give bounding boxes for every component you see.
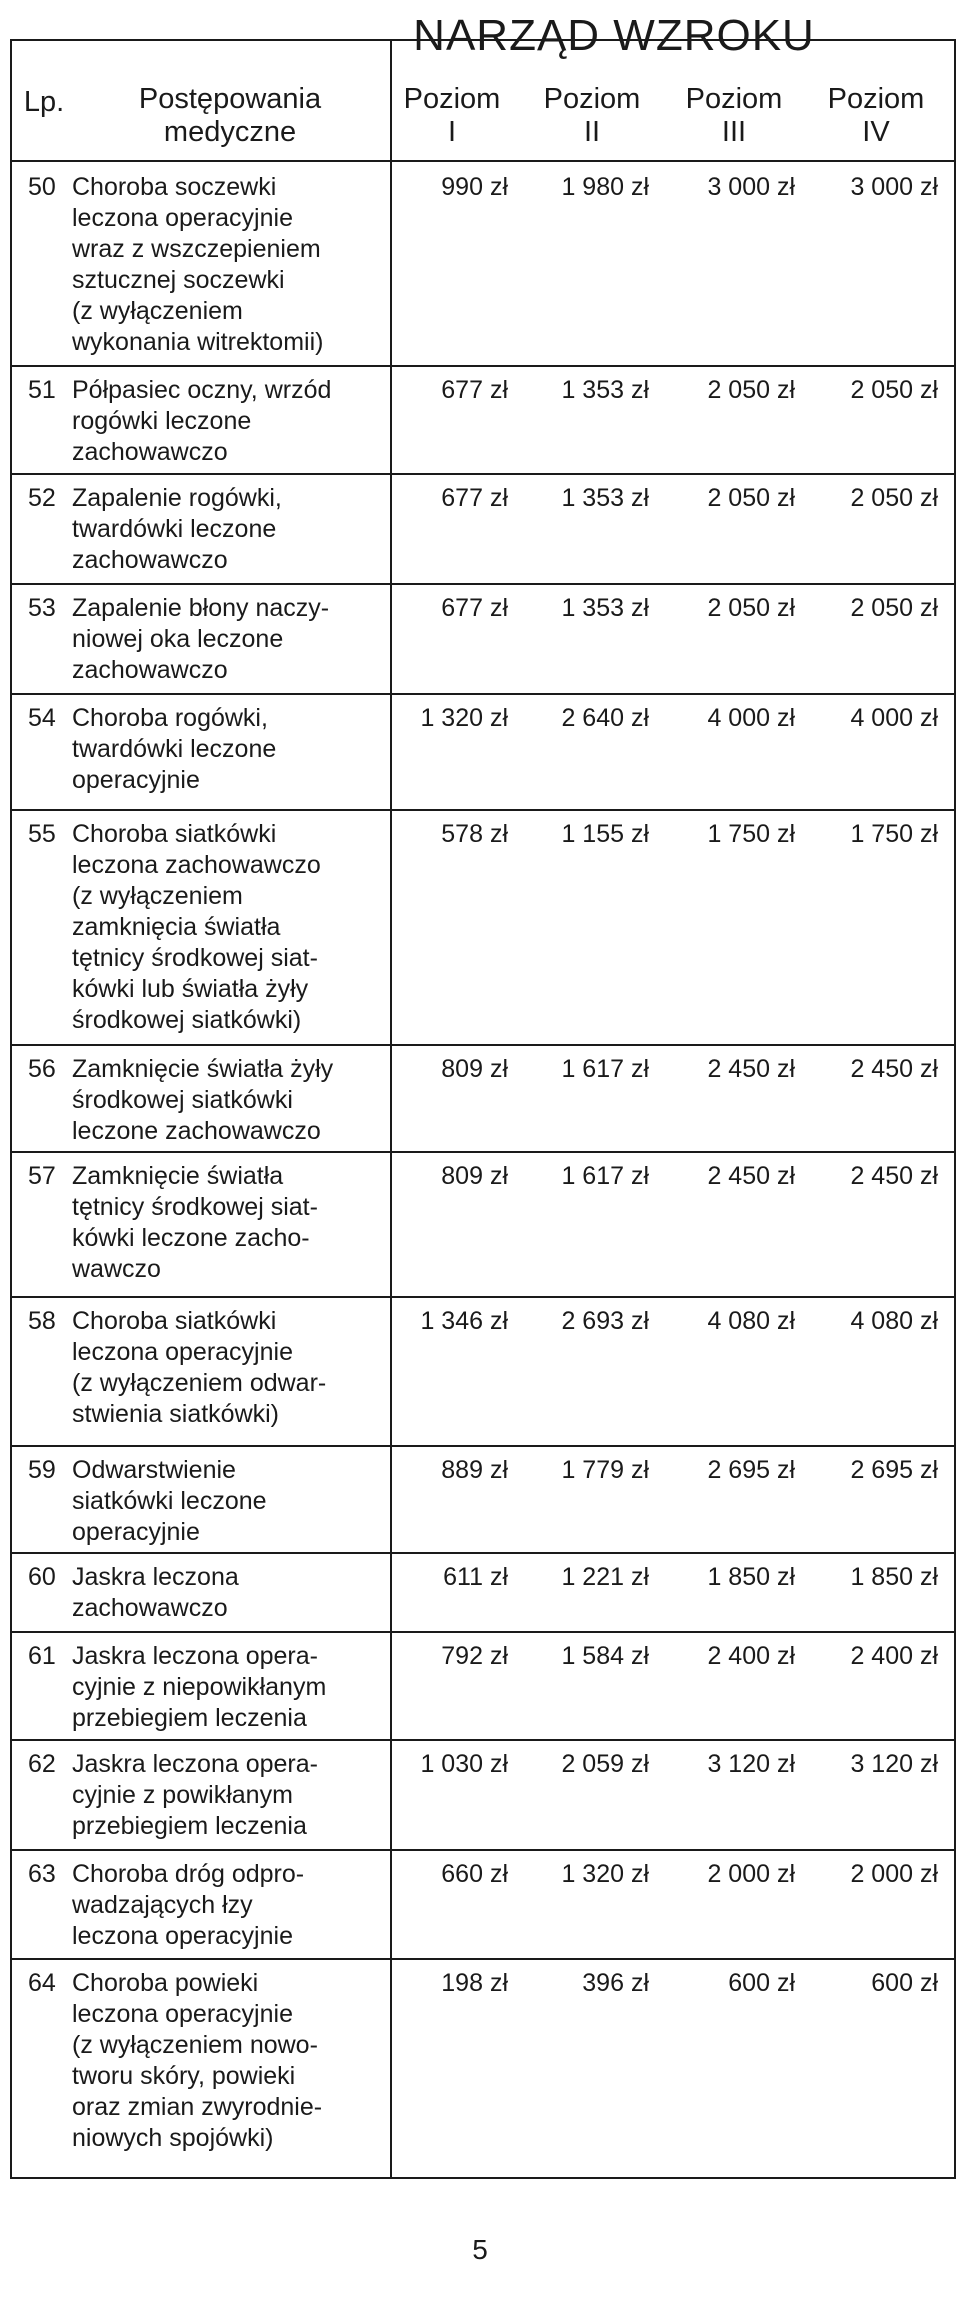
row-divider — [10, 1631, 956, 1633]
row-divider — [10, 809, 956, 811]
amount-level-3: 4 080 zł — [707, 1307, 795, 1335]
amount-level-1: 1 346 zł — [420, 1307, 508, 1335]
amount-level-1: 809 zł — [441, 1055, 508, 1083]
row-divider — [10, 1296, 956, 1298]
amount-level-1: 677 zł — [441, 594, 508, 622]
page-number: 5 — [472, 2234, 488, 2265]
amount-level-3: 4 000 zł — [707, 704, 795, 732]
amount-level-3: 2 400 zł — [707, 1642, 795, 1670]
amount-level-3: 3 120 zł — [707, 1750, 795, 1778]
amount-level-4: 1 850 zł — [850, 1563, 938, 1591]
amount-level-2: 1 221 zł — [561, 1563, 649, 1591]
amount-level-1: 198 zł — [441, 1969, 508, 1997]
procedure-description: Choroba siatkówki leczona zachowawczo (z wyłączeniem zamknięcia światła tętnicy środkowej siat- kówki lub światła żyły środkowej siatkówki) — [72, 820, 321, 1034]
procedure-description: Jaskra leczona zachowawczo — [72, 1563, 239, 1622]
header-level-1: Poziom I — [403, 83, 501, 148]
amount-level-4: 3 000 zł — [850, 173, 938, 201]
row-divider — [10, 473, 956, 475]
procedure-description: Odwarstwienie siatkówki leczone operacyjnie — [72, 1456, 267, 1546]
row-divider — [10, 1849, 956, 1851]
amount-level-2: 396 zł — [582, 1969, 649, 1997]
amount-level-4: 2 050 zł — [850, 376, 938, 404]
amount-level-4: 2 400 zł — [850, 1642, 938, 1670]
amount-level-2: 2 693 zł — [561, 1307, 649, 1335]
row-divider — [10, 1552, 956, 1554]
amount-level-2: 1 353 zł — [561, 484, 649, 512]
row-number: 50 — [28, 173, 56, 201]
procedure-description: Choroba soczewki leczona operacyjnie wraz z wszczepieniem sztucznej soczewki (z wyłączeniem wykonania witrektomii) — [72, 173, 324, 356]
procedure-description: Choroba dróg odpro- wadzających łzy leczona operacyjnie — [72, 1860, 305, 1950]
row-divider — [10, 1445, 956, 1447]
amount-level-4: 2 000 zł — [850, 1860, 938, 1888]
procedure-description: Jaskra leczona opera- cyjnie z powikłanym przebiegiem leczenia — [72, 1750, 318, 1840]
amount-level-2: 1 353 zł — [561, 594, 649, 622]
amount-level-4: 2 450 zł — [850, 1055, 938, 1083]
amount-level-2: 2 059 zł — [561, 1750, 649, 1778]
row-divider — [10, 1739, 956, 1741]
amount-level-2: 1 353 zł — [561, 376, 649, 404]
amount-level-4: 3 120 zł — [850, 1750, 938, 1778]
header-level-4: Poziom IV — [827, 83, 925, 148]
row-number: 55 — [28, 820, 56, 848]
procedure-description: Jaskra leczona opera- cyjnie z niepowikłanym przebiegiem leczenia — [72, 1642, 327, 1732]
amount-level-4: 4 000 zł — [850, 704, 938, 732]
amount-level-3: 600 zł — [728, 1969, 795, 1997]
header-lp: Lp. — [23, 86, 65, 118]
amount-level-1: 578 zł — [441, 820, 508, 848]
header-level-3: Poziom III — [685, 83, 783, 148]
row-number: 53 — [28, 594, 56, 622]
amount-level-4: 2 450 zł — [850, 1162, 938, 1190]
procedure-description: Choroba powieki leczona operacyjnie (z wyłączeniem nowo- tworu skóry, powieki oraz zmian zwyrodnie- niowych spojówki) — [72, 1969, 323, 2152]
header-level-2: Poziom II — [543, 83, 641, 148]
row-number: 51 — [28, 376, 56, 404]
amount-level-2: 1 779 zł — [561, 1456, 649, 1484]
amount-level-3: 1 850 zł — [707, 1563, 795, 1591]
amount-level-2: 1 584 zł — [561, 1642, 649, 1670]
row-divider — [10, 1044, 956, 1046]
page-title: NARZĄD WZROKU — [413, 11, 815, 60]
amount-level-4: 2 695 zł — [850, 1456, 938, 1484]
amount-level-3: 3 000 zł — [707, 173, 795, 201]
amount-level-3: 2 450 zł — [707, 1162, 795, 1190]
amount-level-2: 1 617 zł — [561, 1055, 649, 1083]
row-number: 61 — [28, 1642, 56, 1670]
header-procedures: Postępowania medyczne — [138, 83, 322, 148]
amount-level-3: 2 050 zł — [707, 484, 795, 512]
amount-level-3: 2 450 zł — [707, 1055, 795, 1083]
amount-level-3: 2 050 zł — [707, 594, 795, 622]
amount-level-1: 990 zł — [441, 173, 508, 201]
row-number: 54 — [28, 704, 56, 732]
row-number: 64 — [28, 1969, 56, 1997]
row-divider — [10, 1958, 956, 1960]
amount-level-1: 1 030 zł — [420, 1750, 508, 1778]
row-number: 57 — [28, 1162, 56, 1190]
amount-level-2: 1 320 zł — [561, 1860, 649, 1888]
header-divider — [10, 160, 956, 162]
row-number: 63 — [28, 1860, 56, 1888]
amount-level-4: 2 050 zł — [850, 594, 938, 622]
row-divider — [10, 583, 956, 585]
amount-level-1: 677 zł — [441, 376, 508, 404]
procedure-description: Choroba rogówki, twardówki leczone operacyjnie — [72, 704, 277, 794]
procedure-description: Półpasiec oczny, wrzód rogówki leczone zachowawczo — [72, 376, 332, 466]
amount-level-1: 792 zł — [441, 1642, 508, 1670]
row-divider — [10, 1151, 956, 1153]
procedure-description: Zamknięcie światła tętnicy środkowej siat- kówki leczone zacho- wawczo — [72, 1162, 318, 1283]
amount-level-2: 2 640 zł — [561, 704, 649, 732]
amount-level-1: 611 zł — [443, 1563, 508, 1591]
row-divider — [10, 693, 956, 695]
amount-level-4: 2 050 zł — [850, 484, 938, 512]
amount-level-3: 1 750 zł — [707, 820, 795, 848]
procedure-description: Zapalenie błony naczy- niowej oka leczone zachowawczo — [72, 594, 330, 684]
amount-level-4: 1 750 zł — [850, 820, 938, 848]
amount-level-1: 1 320 zł — [420, 704, 508, 732]
row-number: 58 — [28, 1307, 56, 1335]
row-number: 62 — [28, 1750, 56, 1778]
amount-level-1: 809 zł — [441, 1162, 508, 1190]
amount-level-1: 660 zł — [441, 1860, 508, 1888]
amount-level-3: 2 050 zł — [707, 376, 795, 404]
amount-level-2: 1 980 zł — [561, 173, 649, 201]
amount-level-3: 2 695 zł — [707, 1456, 795, 1484]
amount-level-2: 1 617 zł — [561, 1162, 649, 1190]
procedure-description: Zamknięcie światła żyły środkowej siatkówki leczone zachowawczo — [72, 1055, 334, 1145]
amount-level-1: 889 zł — [441, 1456, 508, 1484]
row-divider — [10, 365, 956, 367]
row-number: 59 — [28, 1456, 56, 1484]
amount-level-4: 4 080 zł — [850, 1307, 938, 1335]
procedure-description: Choroba siatkówki leczona operacyjnie (z wyłączeniem odwar- stwienia siatkówki) — [72, 1307, 327, 1428]
row-number: 52 — [28, 484, 56, 512]
amount-level-4: 600 zł — [871, 1969, 938, 1997]
row-number: 56 — [28, 1055, 56, 1083]
amount-level-2: 1 155 zł — [561, 820, 649, 848]
procedure-description: Zapalenie rogówki, twardówki leczone zachowawczo — [72, 484, 282, 574]
amount-level-1: 677 zł — [441, 484, 508, 512]
row-number: 60 — [28, 1563, 56, 1591]
amount-level-3: 2 000 zł — [707, 1860, 795, 1888]
